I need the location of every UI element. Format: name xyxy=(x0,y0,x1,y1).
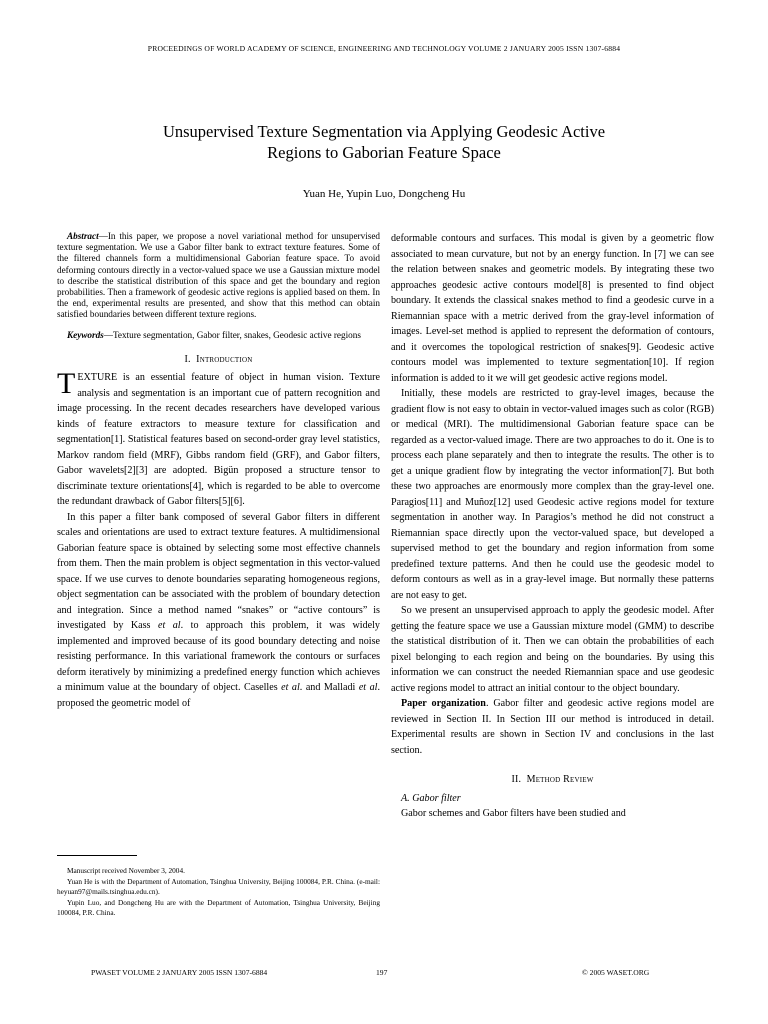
authors: Yuan He, Yupin Luo, Dongcheng Hu xyxy=(302,188,466,200)
section-heading-method-review xyxy=(391,772,714,788)
paper-title xyxy=(84,121,684,163)
right-column xyxy=(391,231,714,822)
right-paragraph-1: deformable contours and surfaces. This modal is given by a geometric flow associated to mean curvature, but not by an energy function. In [7] we can see the relation between snakes and geometric models. By integrating these two approaches geodesic active contours model[8] is presented to find object boundary. It extends the classical snakes method to find a geodesic curve in a Riemannian space with a metric derived from the gray-level information of images. Level-set method is applied to represent the deformation of contours, and it overcomes the topological restriction of snakes[9]. Geodesic active contours model was implemented to texture segmentation[10]. If region information is added to it we will get geodesic active regions model. xyxy=(391,233,714,384)
footer-journal: PWASET VOLUME 2 JANUARY 2005 ISSN 1307-6884 xyxy=(91,968,268,977)
left-column xyxy=(57,231,380,711)
intro-paragraph-2: In this paper a filter bank composed of several Gabor filters in different scales and orientations are used to extract texture features. A multidimensional Gaborian feature space is obtained by selecting some most effective channels from them. Then the main problem is object segmentation in this vector-valued space. If we use curves to denote boundaries separating homogeneous regions, object segmentation can be associated with the problem of boundary detection and integration. Since a method named “snakes” or “active contours” is investigated by Kass et al. to approach this problem, it was widely implemented and improved because of its good boundary detecting and noise resisting performance. In this variational framework the contours or surfaces deform iteratively by minimizing a predefined energy function which achieves a minimum value at the boundary of object. Caselles et al. and Malladi et al. proposed the geometric model of xyxy=(57,511,380,709)
subsection-heading-gabor-filter: A. Gabor filter xyxy=(401,792,461,804)
footnote-3: Yupin Luo, and Dongcheng Hu are with the Department of Automation, Tsinghua University, Beijing 100084, P.R. China. xyxy=(57,897,380,917)
footnote-1: Manuscript received November 3, 2004. xyxy=(67,866,185,875)
abstract xyxy=(57,231,380,321)
section-title: Introduction xyxy=(196,353,253,365)
section-heading-introduction xyxy=(57,352,380,368)
paper-organization-label: Paper organization xyxy=(401,698,486,709)
intro-paragraph-1: TEXTURE is an essential feature of object in human vision. Texture analysis and segmentation is an important cue of pattern recognition and image processing. In the recent decades researchers have developed various kinds of feature extractors to measure texture for classification and segmentation[1]. Statistical features based on second-order gray level statistics, Markov random field (MRF), Gibbs random field (GRF), and Gabor filters, Gabor wavelets[2][3] are adopted. Bigün proposed a structure tensor to discriminate texture orientations[4], which is regarded to be able to overcome the redundant drawback of Gabor filters[5][6]. xyxy=(57,367,380,508)
right-paragraph-3: So we present an unsupervised approach to apply the geodesic model. After getting the feature space we use a Gaussian mixture model (GMM) to describe the statistical distribution of it. Then we can obtain the probabilities of each pixel belonging to each region and being on the boundaries. By using this information we can construct the needed Riemannian space and use geodesic active regions model to attract an initial contour to the object boundary. xyxy=(391,605,714,694)
section-number: II. xyxy=(511,774,522,785)
title-line-1: Unsupervised Texture Segmentation via Applying Geodesic Active xyxy=(162,122,606,141)
keywords-label: Keywords xyxy=(67,329,104,340)
right-paragraph-5: Gabor schemes and Gabor filters have been studied and xyxy=(401,808,626,819)
footnotes xyxy=(57,866,380,919)
section-title: Method Review xyxy=(526,774,594,785)
keywords-text: —Texture segmentation, Gabor filter, snakes, Geodesic active regions xyxy=(103,329,361,340)
running-head: PROCEEDINGS OF WORLD ACADEMY OF SCIENCE, ENGINEERING AND TECHNOLOGY VOLUME 2 JANUARY 2005 ISSN 1307-6884 xyxy=(147,44,621,53)
abstract-label: Abstract xyxy=(67,231,99,241)
footnote-2: Yuan He is with the Department of Automation, Tsinghua University, Beijing 100084, P.R. China. (e-mail: heyuan97@mails.tsinghua.edu.cn). xyxy=(57,876,380,896)
section-number: I. xyxy=(184,353,191,365)
footer-copyright: © 2005 WASET.ORG xyxy=(582,968,650,977)
right-paragraph-4: Paper organization. Gabor filter and geodesic active regions model are reviewed in Section II. In Section III our method is introduced in detail. Experimental results are shown in Section IV and conclusions in the last section. xyxy=(391,698,714,756)
title-line-2: Regions to Gaborian Feature Space xyxy=(267,143,501,162)
keywords xyxy=(57,330,380,341)
footnote-rule xyxy=(57,855,137,856)
footer-page-number: 197 xyxy=(376,968,388,977)
right-paragraph-2: Initially, these models are restricted to gray-level images, because the gradient flow is not easy to obtain in vector-valued images such as color (RGB) or medical (MRI). The multidimensional Gaborian feature space can be regarded as a vector-valued image. There are two approaches to do it. One is to process each plane separately and then to integrate the results. The other is to get a unique gradient flow by integrating the vector information[7]. But both these two approaches are enormously more complex than the gray-level one. Paragios[11] and Muñoz[12] used Geodesic active regions model for texture segmentation in another way. In Paragios’s method he did not construct a Riemannian space directly upon the vector-valued space, but developed a supervised method to get the boundary and region information from some predefined texture patterns. And then he could use the geodesic model to deform contours as well as in a gray-level image. But normally these patterns are not easy to get. xyxy=(391,388,714,601)
drop-cap: T xyxy=(57,367,76,401)
abstract-text: —In this paper, we propose a novel variational method for unsupervised texture segmentation. We use a Gabor filter bank to extract texture features. Some of the filtered channels form a multidimensional Gaborian feature space. To avoid deforming contours directly in a vector-valued space we use a Gaussian mixture model to describe the statistical distribution of this space and get the boundary and region probabilities. Then a framework of geodesic active regions is applied based on them. In the end, experimental results are presented, and show that this method can obtain satisfied boundaries between different texture regions. xyxy=(57,231,380,320)
